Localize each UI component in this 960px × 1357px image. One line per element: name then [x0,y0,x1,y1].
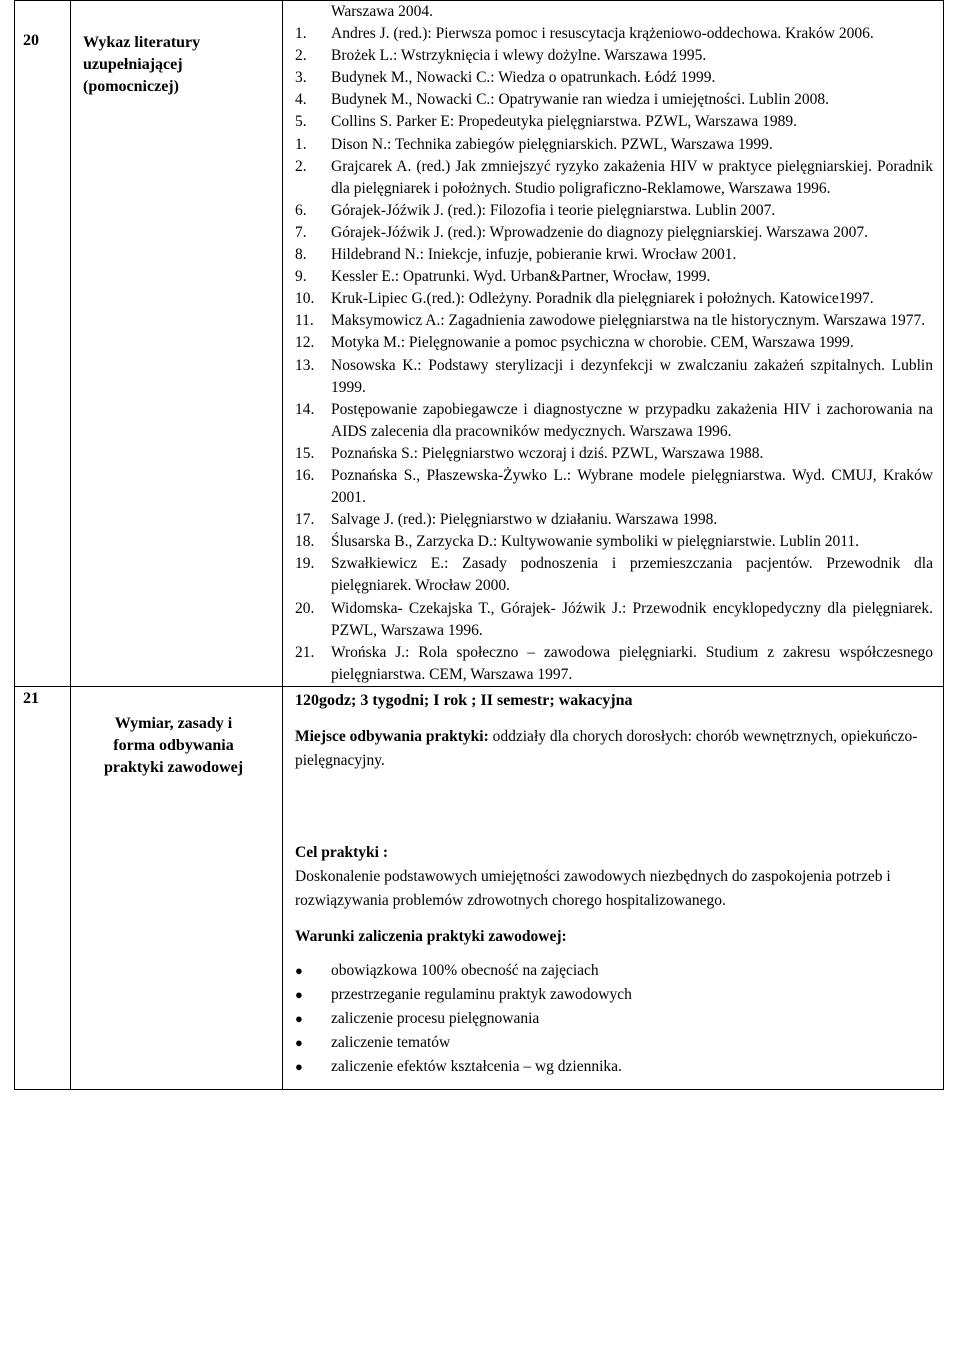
entry-text: Hildebrand N.: Iniekcje, infuzje, pobieranie krwi. Wrocław 2001. [331,246,737,264]
literature-entry [295,111,933,133]
literature-entry [295,45,933,67]
row-title-line: forma odbywania [113,736,234,754]
entry-text: Nosowska K.: Podstawy sterylizacji i dezynfekcji w zwalczaniu zakażeń szpitalnych. Lublin 1999. [331,356,933,396]
entry-text: Grajcarek A. (red.) Jak zmniejszyć ryzyko zakażenia HIV w praktyce pielęgniarskiej. Poradnik dla pielęgniarek i położnych. Studio poligraficzno-Reklamowe, Warszawa 1996. [331,157,933,197]
list-item [295,959,933,983]
literature-entry [295,288,933,310]
entry-number: 1. [295,135,307,153]
entry-text: Kessler E.: Opatrunki. Wyd. Urban&Partner, Wrocław, 1999. [331,268,711,286]
bullet-icon: ● [295,1058,303,1074]
row-title-line: uzupełniającej [83,56,183,73]
row-title-line: Wymiar, zasady i [114,714,233,732]
literature-entry [295,200,933,222]
entry-text: Dison N.: Technika zabiegów pielęgniarskich. PZWL, Warszawa 1999. [331,135,773,153]
entry-text: Collins S. Parker E: Propedeutyka pielęgniarstwa. PZWL, Warszawa 1989. [331,113,797,131]
entry-text: Postępowanie zapobiegawcze i diagnostyczne w przypadku zakażenia HIV i zachorowania na AIDS zalecenia dla pracowników medycznych. Warszawa 1996. [331,400,933,440]
row-number: 20 [23,32,39,49]
entry-text: Ślusarska B., Zarzycka D.: Kultywowanie symboliki w pielęgniarstwie. Lublin 2011. [331,533,860,551]
entry-text: Kruk-Lipiec G.(red.): Odleżyny. Poradnik dla pielęgniarek i położnych. Katowice1997. [331,290,874,308]
place-paragraph [295,725,933,773]
row-title-line: (pomocniczej) [83,78,179,95]
entry-number: 1. [295,25,307,43]
literature-entry [295,642,933,686]
literature-entry [295,244,933,266]
entry-text: Szwałkiewicz E.: Zasady podnoszenia i przemieszczania pacjentów. Przewodnik dla pielęgniarek. Wrocław 2000. [331,555,933,595]
entry-text: Salvage J. (red.): Pielęgniarstwo w działaniu. Warszawa 1998. [331,511,718,529]
entry-text: Poznańska S.: Pielęgniarstwo wczoraj i dziś. PZWL, Warszawa 1988. [331,444,764,462]
entry-text: Wrońska J.: Rola społeczno – zawodowa pielęgniarki. Studium z zakresu współczesnego pielęgniarstwa. CEM, Warszawa 1997. [331,643,933,683]
row-title-line: Wykaz literatury [83,34,201,51]
terms-heading: Warunki zaliczenia praktyki zawodowej: [295,927,567,945]
intro-line: Warszawa 2004. [331,3,434,20]
entry-number: 3. [295,69,307,87]
goal-section [295,841,933,913]
literature-entry [295,553,933,597]
entry-text: Górajek-Jóźwik J. (red.): Wprowadzenie do diagnozy pielęgniarskiej. Warszawa 2007. [331,223,869,241]
term-text: zaliczenie tematów [331,1033,451,1051]
literature-entry [295,332,933,354]
row-number: 21 [23,689,39,707]
entry-number: 2. [295,157,307,175]
entry-number: 12. [295,334,315,352]
row-title-line: praktyki zawodowej [103,758,244,776]
place-label: Miejsce odbywania praktyki: [295,727,489,745]
literature-entry [295,509,933,531]
goal-heading: Cel praktyki : [295,843,388,861]
terms-list [295,959,933,1079]
terms-section [295,925,933,1079]
entry-number: 8. [295,246,307,264]
goal-text: Doskonalenie podstawowych umiejętności zawodowych niezbędnych do zaspokojenia potrzeb i rozwiązywania problemów zdrowotnych chorego hospitalizowanego. [295,867,891,909]
literature-entry [295,355,933,399]
entry-number: 19. [295,555,315,573]
table-row-literature [15,1,944,687]
syllabus-table [14,0,944,1090]
literature-entry [295,266,933,288]
entry-text: Widomska- Czekajska T., Górajek- Jóźwik J.: Przewodnik encyklopedyczny dla pielęgniarek. PZWL, Warszawa 1996. [331,599,933,639]
literature-entry [295,531,933,553]
literature-entry [295,443,933,465]
entry-text: Andres J. (red.): Pierwsza pomoc i resuscytacja krążeniowo-oddechowa. Kraków 2006. [331,25,874,43]
entry-number: 11. [295,312,314,330]
bullet-icon: ● [295,1034,303,1050]
entry-number: 5. [295,113,307,131]
entry-number: 17. [295,511,315,529]
practice-details [283,689,943,1089]
bullet-icon: ● [295,962,303,978]
entry-text: Maksymowicz A.: Zagadnienia zawodowe pielęgniarstwa na tle historycznym. Warszawa 1977. [331,312,926,330]
entry-text: Budynek M., Nowacki C.: Wiedza o opatrunkach. Łódź 1999. [331,69,716,87]
literature-entry [295,465,933,509]
hours-line: 120godz; 3 tygodni; I rok ; II semestr; wakacyjna [295,691,633,709]
row-title [71,687,282,779]
entry-number: 15. [295,444,315,462]
list-item [295,983,933,1007]
literature-entry [295,67,933,89]
list-item [295,1007,933,1031]
entry-number: 13. [295,356,315,374]
list-item [295,1055,933,1079]
entry-number: 21. [295,643,315,661]
entry-number: 7. [295,223,307,241]
entry-text: Budynek M., Nowacki C.: Opatrywanie ran wiedza i umiejętności. Lublin 2008. [331,91,830,109]
literature-entry [295,23,933,45]
literature-entry [295,598,933,642]
entry-text: Poznańska S., Płaszewska-Żywko L.: Wybrane modele pielęgniarstwa. Wyd. CMUJ, Kraków 2001. [331,466,933,507]
entry-text: Górajek-Jóźwik J. (red.): Filozofia i teorie pielęgniarstwa. Lublin 2007. [331,201,776,219]
term-text: zaliczenie procesu pielęgnowania [331,1009,540,1027]
entry-number: 16. [295,466,315,484]
entry-text: Brożek L.: Wstrzyknięcia i wlewy dożylne. Warszawa 1995. [331,47,707,65]
literature-list [283,1,943,686]
entry-number: 10. [295,290,315,308]
literature-entry [295,89,933,111]
entry-number: 20. [295,599,315,617]
entry-number: 14. [295,400,315,418]
literature-entry [295,134,933,156]
entry-text: Motyka M.: Pielęgnowanie a pomoc psychiczna w chorobie. CEM, Warszawa 1999. [331,334,854,352]
literature-entry [295,399,933,443]
entry-number: 6. [295,201,307,219]
entry-number: 4. [295,91,307,109]
term-text: przestrzeganie regulaminu praktyk zawodowych [331,985,632,1003]
term-text: obowiązkowa 100% obecność na zajęciach [331,961,599,979]
entry-number: 2. [295,47,307,65]
list-item [295,1031,933,1055]
literature-entry [295,156,933,200]
place-text: oddziały dla chorych dorosłych: chorób wewnętrznych, opiekuńczo-pielęgnacyjny. [295,727,918,769]
row-title [71,1,282,98]
entry-number: 18. [295,533,315,551]
literature-entry [295,222,933,244]
term-text: zaliczenie efektów kształcenia – wg dziennika. [331,1057,622,1075]
bullet-icon: ● [295,1010,303,1026]
literature-entry [295,310,933,332]
bullet-icon: ● [295,986,303,1002]
table-row-practice [15,686,944,1089]
entry-number: 9. [295,268,307,286]
